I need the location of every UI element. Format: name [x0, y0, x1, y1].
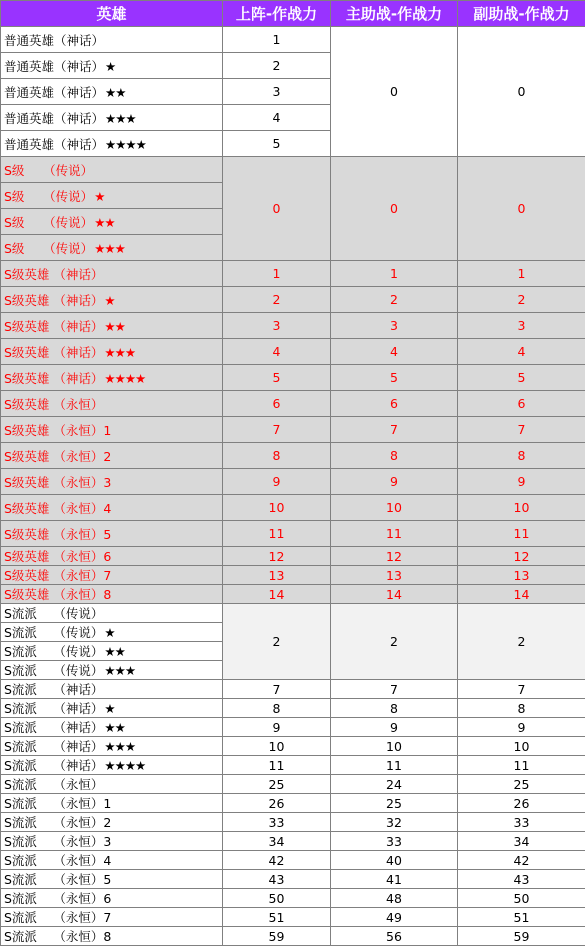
sub-assist-power-cell: 10 [458, 737, 585, 756]
table-row [1, 756, 585, 775]
table-row [1, 27, 585, 53]
table-row [1, 927, 585, 946]
table-row [1, 718, 585, 737]
table-row [1, 794, 585, 813]
deploy-power-cell: 43 [223, 870, 331, 889]
hero-name-cell [1, 183, 223, 209]
main-assist-power-cell: 48 [331, 889, 458, 908]
hero-name: 普通英雄（神话） [4, 111, 104, 126]
deploy-power-cell: 9 [223, 718, 331, 737]
deploy-power-cell: 5 [223, 365, 331, 391]
main-assist-power-cell: 8 [331, 699, 458, 718]
sub-assist-power-cell: 11 [458, 521, 585, 547]
hero-name: S流派 （神话） [4, 701, 103, 716]
hero-name-cell [1, 699, 223, 718]
sub-assist-power-cell: 34 [458, 832, 585, 851]
hero-name-cell [1, 313, 223, 339]
sub-assist-power-cell: 12 [458, 547, 585, 566]
main-assist-power-cell: 9 [331, 469, 458, 495]
hero-name-cell [1, 417, 223, 443]
hero-name-cell [1, 737, 223, 756]
table-row [1, 832, 585, 851]
main-assist-power-cell: 49 [331, 908, 458, 927]
sub-assist-power-cell: 3 [458, 313, 585, 339]
hero-name: S级英雄 （永恒）5 [4, 527, 111, 542]
star-rating-icon: ★★ [105, 85, 125, 100]
hero-name-cell [1, 661, 223, 680]
sub-assist-power-cell: 25 [458, 775, 585, 794]
star-rating-icon: ★★★ [104, 739, 135, 754]
table-row [1, 313, 585, 339]
deploy-power-cell: 11 [223, 521, 331, 547]
sub-assist-power-cell: 0 [458, 157, 585, 261]
hero-name: S级英雄 （神话） [4, 345, 103, 360]
hero-name: S流派 （永恒）7 [4, 910, 111, 925]
sub-assist-power-cell: 5 [458, 365, 585, 391]
deploy-power-cell: 59 [223, 927, 331, 946]
deploy-power-cell: 5 [223, 131, 331, 157]
deploy-power-cell: 2 [223, 53, 331, 79]
hero-name: S级英雄 （永恒）8 [4, 587, 111, 602]
main-assist-power-cell: 4 [331, 339, 458, 365]
hero-name: S流派 （神话） [4, 739, 103, 754]
table-row [1, 699, 585, 718]
hero-name: S级 （传说） [4, 163, 93, 178]
main-assist-power-cell: 5 [331, 365, 458, 391]
sub-assist-power-cell: 11 [458, 756, 585, 775]
hero-name: S级 （传说） [4, 189, 93, 204]
star-rating-icon: ★ [105, 59, 115, 74]
table-row [1, 813, 585, 832]
main-assist-power-cell: 32 [331, 813, 458, 832]
hero-name-cell [1, 889, 223, 908]
hero-name-cell [1, 870, 223, 889]
star-rating-icon: ★★ [104, 720, 124, 735]
table-row [1, 737, 585, 756]
table-row [1, 443, 585, 469]
deploy-power-cell: 50 [223, 889, 331, 908]
hero-name: S级英雄 （神话） [4, 267, 103, 282]
hero-name: S流派 （传说） [4, 606, 103, 621]
hero-name: S流派 （永恒）8 [4, 929, 111, 944]
hero-name-cell [1, 794, 223, 813]
deploy-power-cell: 0 [223, 157, 331, 261]
hero-name-cell [1, 623, 223, 642]
hero-name-cell [1, 105, 223, 131]
hero-name: S级英雄 （神话） [4, 319, 103, 334]
star-rating-icon: ★★★ [104, 663, 135, 678]
main-assist-power-cell: 6 [331, 391, 458, 417]
main-assist-power-cell: 56 [331, 927, 458, 946]
header-deploy-power: 上阵-作战力 [223, 1, 331, 27]
hero-name: S流派 （神话） [4, 682, 103, 697]
main-assist-power-cell: 0 [331, 27, 458, 157]
hero-name-cell [1, 53, 223, 79]
hero-name-cell [1, 851, 223, 870]
hero-name: S流派 （神话） [4, 720, 103, 735]
hero-name: S流派 （永恒）6 [4, 891, 111, 906]
sub-assist-power-cell: 42 [458, 851, 585, 870]
hero-name: S级英雄 （永恒）4 [4, 501, 111, 516]
table-row [1, 680, 585, 699]
sub-assist-power-cell: 8 [458, 443, 585, 469]
main-assist-power-cell: 10 [331, 737, 458, 756]
sub-assist-power-cell: 8 [458, 699, 585, 718]
sub-assist-power-cell: 43 [458, 870, 585, 889]
hero-name: S流派 （永恒）2 [4, 815, 111, 830]
star-rating-icon: ★★★★ [104, 758, 145, 773]
sub-assist-power-cell: 2 [458, 604, 585, 680]
hero-name-cell [1, 495, 223, 521]
deploy-power-cell: 3 [223, 313, 331, 339]
hero-name-cell [1, 908, 223, 927]
sub-assist-power-cell: 51 [458, 908, 585, 927]
hero-name: S流派 （传说） [4, 644, 103, 659]
hero-name-cell [1, 27, 223, 53]
table-row [1, 547, 585, 566]
hero-name-cell [1, 209, 223, 235]
star-rating-icon: ★★★ [105, 111, 136, 126]
table-row [1, 495, 585, 521]
hero-name: S流派 （永恒）4 [4, 853, 111, 868]
hero-name-cell [1, 365, 223, 391]
deploy-power-cell: 33 [223, 813, 331, 832]
deploy-power-cell: 10 [223, 495, 331, 521]
main-assist-power-cell: 24 [331, 775, 458, 794]
hero-name-cell [1, 604, 223, 623]
main-assist-power-cell: 7 [331, 680, 458, 699]
hero-name: 普通英雄（神话） [4, 33, 104, 48]
star-rating-icon: ★ [104, 701, 114, 716]
hero-name-cell [1, 813, 223, 832]
table-row [1, 339, 585, 365]
table-body [1, 27, 585, 946]
table-row [1, 391, 585, 417]
hero-name-cell [1, 261, 223, 287]
deploy-power-cell: 7 [223, 680, 331, 699]
main-assist-power-cell: 25 [331, 794, 458, 813]
hero-name-cell [1, 79, 223, 105]
hero-name-cell [1, 235, 223, 261]
table-row [1, 417, 585, 443]
main-assist-power-cell: 9 [331, 718, 458, 737]
sub-assist-power-cell: 33 [458, 813, 585, 832]
hero-name: S级英雄 （永恒）2 [4, 449, 111, 464]
main-assist-power-cell: 2 [331, 287, 458, 313]
main-assist-power-cell: 11 [331, 521, 458, 547]
deploy-power-cell: 2 [223, 604, 331, 680]
main-assist-power-cell: 8 [331, 443, 458, 469]
main-assist-power-cell: 7 [331, 417, 458, 443]
deploy-power-cell: 26 [223, 794, 331, 813]
table-row [1, 469, 585, 495]
main-assist-power-cell: 10 [331, 495, 458, 521]
star-rating-icon: ★★ [94, 215, 114, 230]
sub-assist-power-cell: 9 [458, 469, 585, 495]
deploy-power-cell: 14 [223, 585, 331, 604]
table-row [1, 870, 585, 889]
hero-name: S级英雄 （神话） [4, 371, 103, 386]
sub-assist-power-cell: 7 [458, 680, 585, 699]
sub-assist-power-cell: 7 [458, 417, 585, 443]
deploy-power-cell: 4 [223, 105, 331, 131]
sub-assist-power-cell: 10 [458, 495, 585, 521]
header-hero: 英雄 [1, 1, 223, 27]
sub-assist-power-cell: 6 [458, 391, 585, 417]
deploy-power-cell: 42 [223, 851, 331, 870]
table-row [1, 775, 585, 794]
sub-assist-power-cell: 50 [458, 889, 585, 908]
star-rating-icon: ★★ [104, 644, 124, 659]
hero-name: S级英雄 （永恒） [4, 397, 103, 412]
deploy-power-cell: 9 [223, 469, 331, 495]
main-assist-power-cell: 1 [331, 261, 458, 287]
header-row [1, 1, 585, 27]
table-row [1, 157, 585, 183]
hero-name: S流派 （传说） [4, 625, 103, 640]
hero-name-cell [1, 547, 223, 566]
hero-name-cell [1, 287, 223, 313]
deploy-power-cell: 7 [223, 417, 331, 443]
star-rating-icon: ★★★★ [104, 371, 145, 386]
deploy-power-cell: 13 [223, 566, 331, 585]
hero-name-cell [1, 832, 223, 851]
hero-name: 普通英雄（神话） [4, 137, 104, 152]
hero-name-cell [1, 775, 223, 794]
main-assist-power-cell: 33 [331, 832, 458, 851]
sub-assist-power-cell: 2 [458, 287, 585, 313]
sub-assist-power-cell: 59 [458, 927, 585, 946]
table-row [1, 521, 585, 547]
star-rating-icon: ★★★ [104, 345, 135, 360]
sub-assist-power-cell: 4 [458, 339, 585, 365]
table-row [1, 261, 585, 287]
hero-name: S级 （传说） [4, 215, 93, 230]
hero-name-cell [1, 718, 223, 737]
hero-name: S级英雄 （永恒）3 [4, 475, 111, 490]
deploy-power-cell: 51 [223, 908, 331, 927]
hero-name-cell [1, 443, 223, 469]
hero-name-cell [1, 756, 223, 775]
star-rating-icon: ★ [104, 625, 114, 640]
deploy-power-cell: 6 [223, 391, 331, 417]
hero-name-cell [1, 391, 223, 417]
hero-name-cell [1, 585, 223, 604]
table-row [1, 908, 585, 927]
hero-name: S流派 （永恒）1 [4, 796, 111, 811]
hero-name: S流派 （传说） [4, 663, 103, 678]
deploy-power-cell: 12 [223, 547, 331, 566]
deploy-power-cell: 8 [223, 699, 331, 718]
deploy-power-cell: 8 [223, 443, 331, 469]
hero-name-cell [1, 469, 223, 495]
table-row [1, 851, 585, 870]
star-rating-icon: ★ [94, 189, 104, 204]
table-row [1, 585, 585, 604]
star-rating-icon: ★ [104, 293, 114, 308]
table-row [1, 287, 585, 313]
main-assist-power-cell: 13 [331, 566, 458, 585]
deploy-power-cell: 3 [223, 79, 331, 105]
main-assist-power-cell: 0 [331, 157, 458, 261]
main-assist-power-cell: 11 [331, 756, 458, 775]
sub-assist-power-cell: 0 [458, 27, 585, 157]
hero-name-cell [1, 521, 223, 547]
hero-name: S流派 （永恒） [4, 777, 103, 792]
table-row [1, 566, 585, 585]
hero-name: S级英雄 （永恒）7 [4, 568, 111, 583]
sub-assist-power-cell: 9 [458, 718, 585, 737]
hero-name-cell [1, 131, 223, 157]
hero-name-cell [1, 680, 223, 699]
hero-name-cell [1, 927, 223, 946]
main-assist-power-cell: 14 [331, 585, 458, 604]
table-row [1, 604, 585, 623]
star-rating-icon: ★★★ [94, 241, 125, 256]
deploy-power-cell: 25 [223, 775, 331, 794]
hero-name: S流派 （永恒）5 [4, 872, 111, 887]
sub-assist-power-cell: 26 [458, 794, 585, 813]
deploy-power-cell: 4 [223, 339, 331, 365]
hero-name: S级英雄 （永恒）6 [4, 549, 111, 564]
header-main-assist-power: 主助战-作战力 [331, 1, 458, 27]
hero-name: S级 （传说） [4, 241, 93, 256]
hero-name: S级英雄 （永恒）1 [4, 423, 111, 438]
deploy-power-cell: 11 [223, 756, 331, 775]
sub-assist-power-cell: 14 [458, 585, 585, 604]
main-assist-power-cell: 40 [331, 851, 458, 870]
hero-name-cell [1, 566, 223, 585]
sub-assist-power-cell: 13 [458, 566, 585, 585]
hero-name: 普通英雄（神话） [4, 59, 104, 74]
hero-name-cell [1, 157, 223, 183]
deploy-power-cell: 34 [223, 832, 331, 851]
header-sub-assist-power: 副助战-作战力 [458, 1, 585, 27]
hero-name-cell [1, 339, 223, 365]
table-row [1, 889, 585, 908]
main-assist-power-cell: 41 [331, 870, 458, 889]
star-rating-icon: ★★ [104, 319, 124, 334]
hero-name: S级英雄 （神话） [4, 293, 103, 308]
hero-name: S流派 （神话） [4, 758, 103, 773]
deploy-power-cell: 1 [223, 261, 331, 287]
hero-name-cell [1, 642, 223, 661]
deploy-power-cell: 1 [223, 27, 331, 53]
deploy-power-cell: 10 [223, 737, 331, 756]
main-assist-power-cell: 12 [331, 547, 458, 566]
hero-name: 普通英雄（神话） [4, 85, 104, 100]
main-assist-power-cell: 3 [331, 313, 458, 339]
main-assist-power-cell: 2 [331, 604, 458, 680]
hero-name: S流派 （永恒）3 [4, 834, 111, 849]
star-rating-icon: ★★★★ [105, 137, 146, 152]
deploy-power-cell: 2 [223, 287, 331, 313]
sub-assist-power-cell: 1 [458, 261, 585, 287]
table-row [1, 365, 585, 391]
